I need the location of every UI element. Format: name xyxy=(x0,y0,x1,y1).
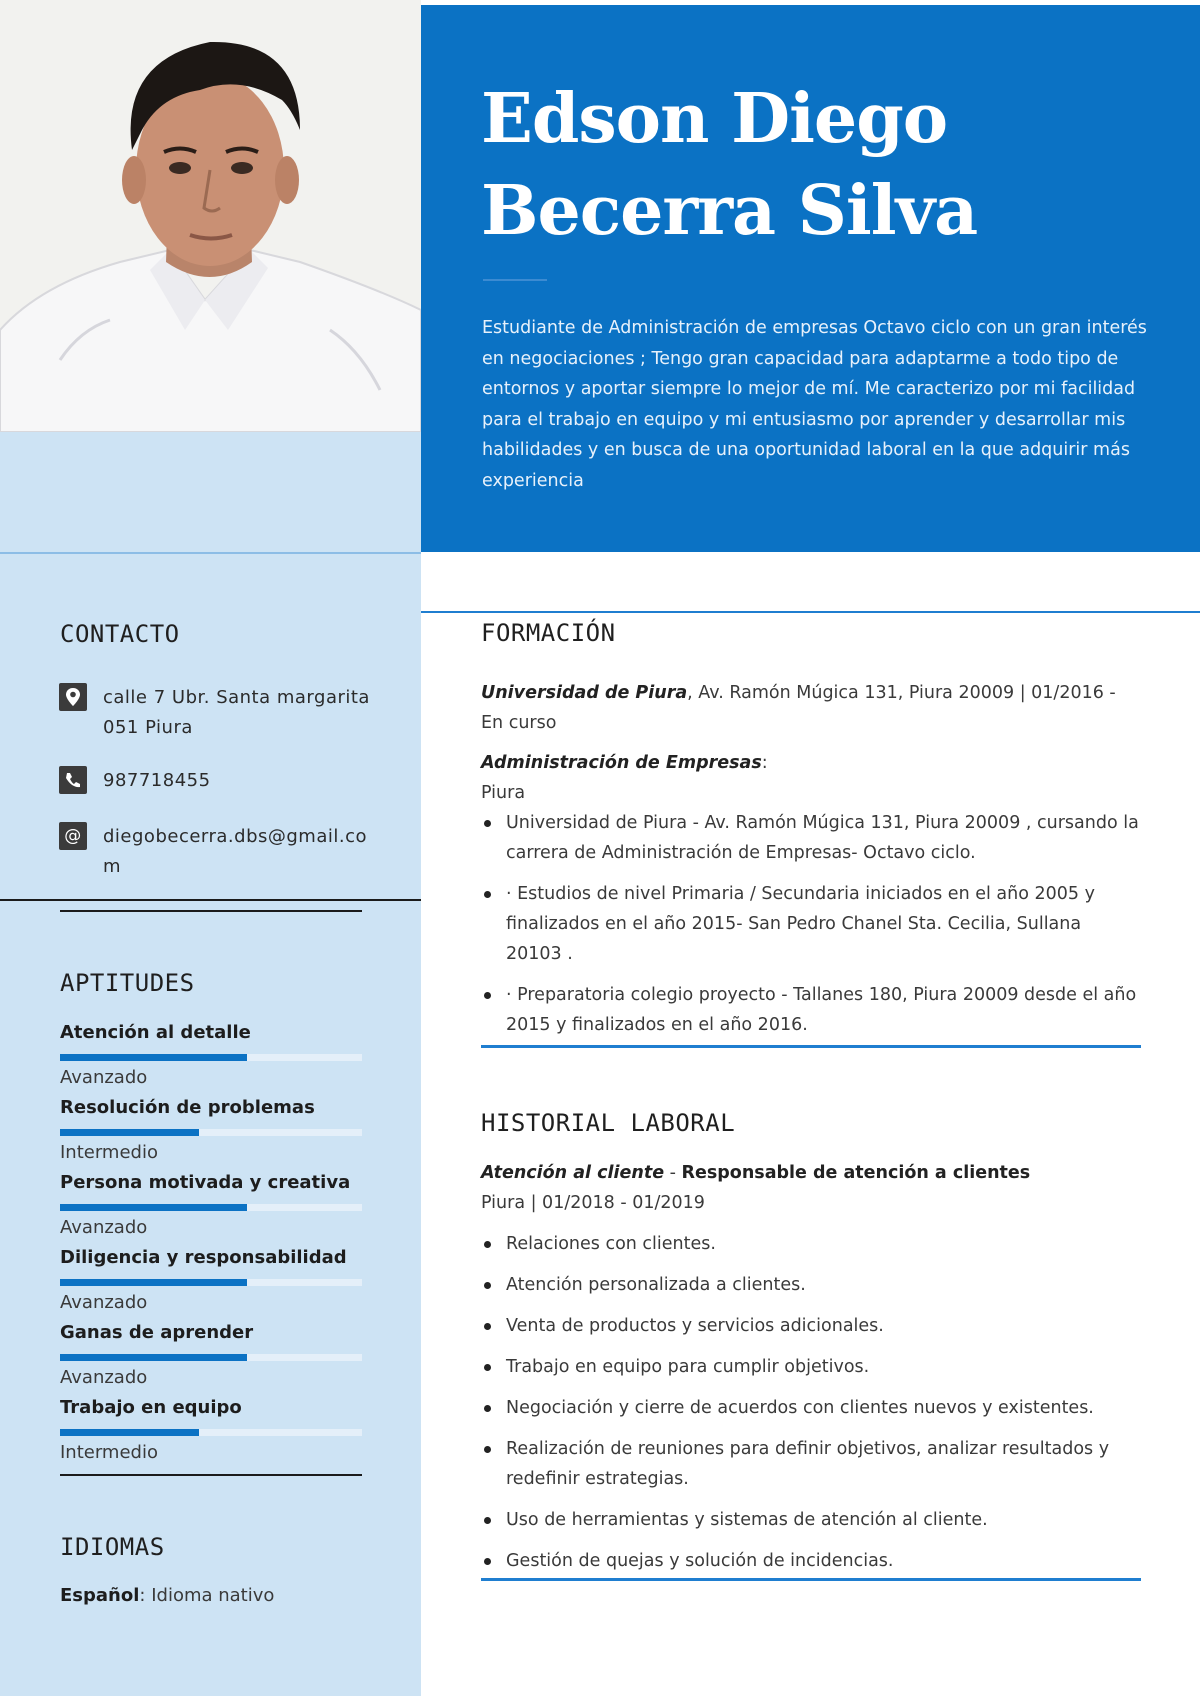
work-rule xyxy=(481,1578,1141,1581)
name-underline xyxy=(483,279,547,281)
list-item: Atención personalizada a clientes. xyxy=(481,1270,1141,1300)
skill-level: Intermedio xyxy=(60,1142,158,1163)
list-item: Universidad de Piura - Av. Ramón Múgica 131, Piura 20009 , cursando la carrera de Administración de Empresas- Octavo ciclo. xyxy=(481,808,1141,868)
skill-name: Resolución de problemas xyxy=(60,1097,315,1118)
languages-title: IDIOMAS xyxy=(60,1533,165,1561)
contact-email-text[interactable]: diegobecerra.dbs@gmail.com xyxy=(103,826,367,877)
skill-name: Diligencia y responsabilidad xyxy=(60,1247,347,1268)
work-bullets xyxy=(481,1229,1141,1587)
education-title: FORMACIÓN xyxy=(481,619,616,647)
contact-rule-short xyxy=(60,910,362,912)
skill-name: Trabajo en equipo xyxy=(60,1397,242,1418)
skills-title: APTITUDES xyxy=(60,969,195,997)
education-location: Piura xyxy=(481,783,526,803)
contact-address xyxy=(59,683,379,743)
main-divider xyxy=(421,611,1200,613)
work-position: Responsable de atención a clientes xyxy=(681,1163,1031,1183)
language-name: Español xyxy=(60,1585,140,1606)
education-institution-details: , Av. Ramón Múgica 131, Piura 20009 | 01/2016 - En curso xyxy=(481,683,1116,733)
skill-bar-fill xyxy=(60,1129,199,1136)
education-institution: Universidad de Piura xyxy=(481,683,688,703)
list-item: Negociación y cierre de acuerdos con clientes nuevos y existentes. xyxy=(481,1393,1141,1423)
work-role: Atención al cliente xyxy=(481,1163,665,1183)
work-separator: - xyxy=(664,1163,682,1183)
skill-level: Avanzado xyxy=(60,1067,148,1088)
work-meta: Piura | 01/2018 - 01/2019 xyxy=(481,1193,705,1213)
skill-level: Avanzado xyxy=(60,1217,148,1238)
skill-bar xyxy=(60,1129,362,1136)
skill-bar xyxy=(60,1204,362,1211)
language-item xyxy=(60,1585,274,1606)
map-pin-icon xyxy=(59,683,87,711)
candidate-name xyxy=(481,73,1161,257)
list-item: Realización de reuniones para definir objetivos, analizar resultados y redefinir estrategias. xyxy=(481,1434,1141,1494)
skill-level: Intermedio xyxy=(60,1442,158,1463)
work-role-line xyxy=(481,1158,1141,1188)
skill-level: Avanzado xyxy=(60,1292,148,1313)
list-item: Trabajo en equipo para cumplir objetivos. xyxy=(481,1352,1141,1382)
contact-phone-text: 987718455 xyxy=(103,770,211,791)
phone-icon xyxy=(59,766,87,794)
skill-bar-fill xyxy=(60,1279,247,1286)
list-item: Relaciones con clientes. xyxy=(481,1229,1141,1259)
profile-photo xyxy=(0,0,421,432)
skill-name: Atención al detalle xyxy=(60,1022,251,1043)
skill-bar xyxy=(60,1279,362,1286)
contact-email[interactable] xyxy=(59,822,379,882)
list-item: Venta de productos y servicios adicionales. xyxy=(481,1311,1141,1341)
work-title: HISTORIAL LABORAL xyxy=(481,1109,736,1137)
list-item: · Preparatoria colegio proyecto - Tallanes 180, Piura 20009 desde el año 2015 y finalizados en el año 2016. xyxy=(481,980,1141,1040)
list-item: Uso de herramientas y sistemas de atención al cliente. xyxy=(481,1505,1141,1535)
education-institution-line xyxy=(481,678,1141,738)
list-item: Gestión de quejas y solución de incidencias. xyxy=(481,1546,1141,1576)
candidate-name-line2: Becerra Silva xyxy=(481,171,978,251)
education-bullets xyxy=(481,808,1141,1051)
skill-bar xyxy=(60,1354,362,1361)
contact-rule-full xyxy=(0,899,421,901)
skill-bar-fill xyxy=(60,1429,199,1436)
contact-phone xyxy=(59,766,379,796)
skill-level: Avanzado xyxy=(60,1367,148,1388)
language-level: Idioma nativo xyxy=(151,1585,275,1606)
header-banner xyxy=(421,5,1200,552)
skill-name: Ganas de aprender xyxy=(60,1322,254,1343)
profile-photo-illustration xyxy=(0,0,421,432)
skill-bar xyxy=(60,1054,362,1061)
candidate-name-line1: Edson Diego xyxy=(481,79,948,159)
language-separator: : xyxy=(139,1585,152,1606)
education-degree-suffix: : xyxy=(761,753,768,773)
at-sign-icon: @ xyxy=(59,822,87,850)
skill-bar-fill xyxy=(60,1354,247,1361)
list-item: · Estudios de nivel Primaria / Secundaria iniciados en el año 2005 y finalizados en el año 2015- San Pedro Chanel Sta. Cecilia, Sullana 20103 . xyxy=(481,879,1141,969)
contact-address-text: calle 7 Ubr. Santa margarita 051 Piura xyxy=(103,687,370,738)
skill-name: Persona motivada y creativa xyxy=(60,1172,351,1193)
sidebar-divider xyxy=(0,552,421,554)
skills-rule xyxy=(60,1474,362,1476)
skill-bar-fill xyxy=(60,1054,247,1061)
skill-bar-fill xyxy=(60,1204,247,1211)
profile-summary: Estudiante de Administración de empresas Octavo ciclo con un gran interés en negociaciones ; Tengo gran capacidad para adaptarme a todo tipo de entornos y aportar siempre lo mejor de mí. Me caracterizo por mi facilidad para el trabajo en equipo y mi entusiasmo por aprender y desarrollar mis habilidades y en busca de una oportunidad laboral en la que adquirir más experiencia xyxy=(482,318,1147,491)
contact-title: CONTACTO xyxy=(60,620,180,648)
education-degree: Administración de Empresas xyxy=(481,753,762,773)
skill-bar xyxy=(60,1429,362,1436)
education-rule xyxy=(481,1045,1141,1048)
education-degree-line xyxy=(481,748,1141,778)
